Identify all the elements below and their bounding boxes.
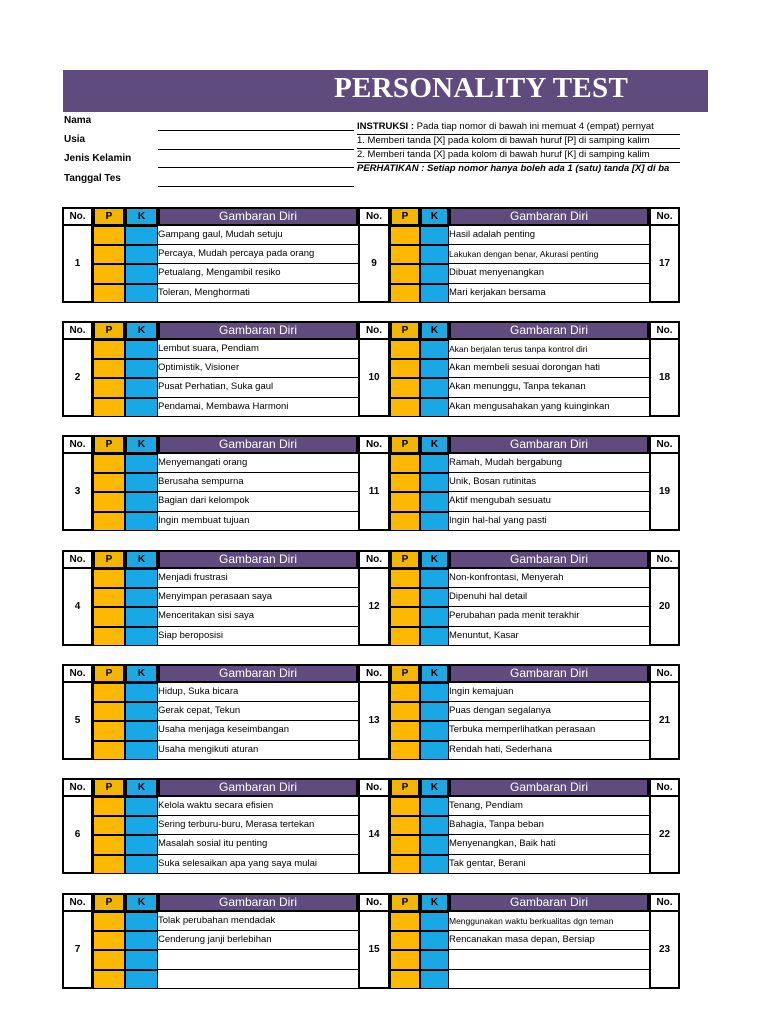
checkbox-p[interactable] xyxy=(390,359,420,378)
item-number: 10 xyxy=(358,340,390,417)
statement-text: Berusaha sempurna xyxy=(158,473,358,492)
statement-text: Hasil adalah penting xyxy=(449,226,649,245)
checkbox-k[interactable] xyxy=(125,607,158,626)
checkbox-p[interactable] xyxy=(390,378,420,397)
checkbox-p[interactable] xyxy=(390,454,420,473)
checkbox-p[interactable] xyxy=(93,950,125,969)
checkbox-p[interactable] xyxy=(390,245,420,264)
header-p: P xyxy=(93,778,125,797)
statement-text: Lakukan dengan benar, Akurasi penting xyxy=(449,245,649,264)
checkbox-k[interactable] xyxy=(125,835,158,854)
header-p: P xyxy=(93,435,125,454)
statement-text: Menceritakan sisi saya xyxy=(158,607,358,626)
checkbox-p[interactable] xyxy=(93,245,125,264)
statement-text: Rendah hati, Sederhana xyxy=(449,741,649,760)
statement-text: Aktif mengubah sesuatu xyxy=(449,492,649,511)
header-no: No. xyxy=(62,321,93,340)
checkbox-p[interactable] xyxy=(390,492,420,511)
header-no: No. xyxy=(358,664,390,683)
checkbox-k[interactable] xyxy=(125,378,158,397)
checkbox-k[interactable] xyxy=(125,797,158,816)
item-number: 22 xyxy=(649,797,680,874)
statement-text: Dibuat menyenangkan xyxy=(449,264,649,283)
checkbox-p[interactable] xyxy=(93,284,125,303)
checkbox-k[interactable] xyxy=(125,816,158,835)
header-no: No. xyxy=(358,550,390,569)
checkbox-p[interactable] xyxy=(390,512,420,531)
checkbox-k[interactable] xyxy=(125,359,158,378)
checkbox-k[interactable] xyxy=(420,702,449,721)
checkbox-p[interactable] xyxy=(390,855,420,874)
header-k: K xyxy=(125,207,158,226)
field-line-tanggal-tes[interactable] xyxy=(158,186,354,187)
checkbox-k[interactable] xyxy=(125,473,158,492)
header-k: K xyxy=(125,893,158,912)
statement-text: Ramah, Mudah bergabung xyxy=(449,454,649,473)
statement-text: Hidup, Suka bicara xyxy=(158,683,358,702)
checkbox-k[interactable] xyxy=(420,797,449,816)
header-p: P xyxy=(390,664,420,683)
checkbox-k[interactable] xyxy=(125,683,158,702)
checkbox-k[interactable] xyxy=(420,398,449,417)
statement-text xyxy=(449,950,649,969)
checkbox-k[interactable] xyxy=(420,816,449,835)
checkbox-p[interactable] xyxy=(93,359,125,378)
statement-text: Petualang, Mengambil resiko xyxy=(158,264,358,283)
statement-text: Terbuka memperlihatkan perasaan xyxy=(449,721,649,740)
header-gambaran-diri: Gambaran Diri xyxy=(449,321,649,340)
statement-text: Menyimpan perasaan saya xyxy=(158,588,358,607)
statement-text: Menyemangati orang xyxy=(158,454,358,473)
question-block xyxy=(62,550,680,647)
checkbox-p[interactable] xyxy=(93,398,125,417)
statement-text: Unik, Bosan rutinitas xyxy=(449,473,649,492)
header-no: No. xyxy=(649,207,680,226)
checkbox-k[interactable] xyxy=(125,245,158,264)
header-p: P xyxy=(390,550,420,569)
statement-text: Tak gentar, Berani xyxy=(449,855,649,874)
header-gambaran-diri: Gambaran Diri xyxy=(449,778,649,797)
checkbox-p[interactable] xyxy=(390,627,420,646)
checkbox-k[interactable] xyxy=(125,398,158,417)
header-no: No. xyxy=(358,893,390,912)
statement-text: Kelola waktu secara efisien xyxy=(158,797,358,816)
header-k: K xyxy=(420,778,449,797)
item-number: 1 xyxy=(62,226,93,303)
header-gambaran-diri: Gambaran Diri xyxy=(449,207,649,226)
statement-text: Rencanakan masa depan, Bersiap xyxy=(449,931,649,950)
statement-text: Ingin membuat tujuan xyxy=(158,512,358,531)
statement-text: Menggunakan waktu berkualitas dgn teman xyxy=(449,912,649,931)
header-no: No. xyxy=(358,778,390,797)
header-p: P xyxy=(390,778,420,797)
statement-text: Usaha menjaga keseimbangan xyxy=(158,721,358,740)
checkbox-k[interactable] xyxy=(125,512,158,531)
statement-text: Tenang, Pendiam xyxy=(449,797,649,816)
header-p: P xyxy=(93,321,125,340)
field-label-tanggal-tes: Tanggal Tes xyxy=(64,173,121,184)
header-gambaran-diri: Gambaran Diri xyxy=(449,435,649,454)
statement-text: Percaya, Mudah percaya pada orang xyxy=(158,245,358,264)
item-number: 7 xyxy=(62,912,93,989)
header-no: No. xyxy=(62,550,93,569)
checkbox-p[interactable] xyxy=(390,702,420,721)
checkbox-p[interactable] xyxy=(93,473,125,492)
statement-text: Mari kerjakan bersama xyxy=(449,284,649,303)
header-no: No. xyxy=(649,778,680,797)
statement-text: Sering terburu-buru, Merasa tertekan xyxy=(158,816,358,835)
instruction-line-0: INSTRUKSI : Pada tiap nomor di bawah ini memuat 4 (empat) pernyat xyxy=(357,120,680,135)
checkbox-k[interactable] xyxy=(125,702,158,721)
checkbox-p[interactable] xyxy=(390,950,420,969)
header-gambaran-diri: Gambaran Diri xyxy=(158,778,358,797)
question-block xyxy=(62,435,680,532)
statement-text: Cenderung janji berlebihan xyxy=(158,931,358,950)
header-no: No. xyxy=(62,664,93,683)
checkbox-k[interactable] xyxy=(125,284,158,303)
statement-text: Gampang gaul, Mudah setuju xyxy=(158,226,358,245)
question-block xyxy=(62,664,680,761)
checkbox-p[interactable] xyxy=(93,721,125,740)
item-number: 2 xyxy=(62,340,93,417)
field-line-nama[interactable] xyxy=(158,130,354,131)
header-no: No. xyxy=(649,893,680,912)
statement-text: Puas dengan segalanya xyxy=(449,702,649,721)
statement-text: Masalah sosial itu penting xyxy=(158,835,358,854)
statement-text: Menuntut, Kasar xyxy=(449,627,649,646)
field-label-usia: Usia xyxy=(64,134,86,145)
checkbox-p[interactable] xyxy=(93,797,125,816)
question-block xyxy=(62,207,680,304)
item-number: 13 xyxy=(358,683,390,760)
question-block xyxy=(62,778,680,875)
checkbox-k[interactable] xyxy=(420,912,449,931)
checkbox-k[interactable] xyxy=(420,569,449,588)
checkbox-k[interactable] xyxy=(125,855,158,874)
page-title: PERSONALITY TEST xyxy=(334,72,629,104)
item-number: 3 xyxy=(62,454,93,531)
field-label-jenis-kelamin: Jenis Kelamin xyxy=(64,153,132,164)
header-k: K xyxy=(125,435,158,454)
question-block xyxy=(62,321,680,418)
checkbox-p[interactable] xyxy=(93,588,125,607)
checkbox-p[interactable] xyxy=(93,512,125,531)
field-line-usia[interactable] xyxy=(158,149,354,150)
field-label-nama: Nama xyxy=(64,115,92,126)
checkbox-p[interactable] xyxy=(390,588,420,607)
checkbox-p[interactable] xyxy=(93,931,125,950)
item-number: 23 xyxy=(649,912,680,989)
item-number: 9 xyxy=(358,226,390,303)
statement-text xyxy=(158,970,358,989)
checkbox-p[interactable] xyxy=(93,912,125,931)
statement-text: Akan menunggu, Tanpa tekanan xyxy=(449,378,649,397)
header-gambaran-diri: Gambaran Diri xyxy=(158,550,358,569)
checkbox-p[interactable] xyxy=(390,683,420,702)
header-k: K xyxy=(420,664,449,683)
checkbox-p[interactable] xyxy=(390,797,420,816)
statement-text: Menyenangkan, Baik hati xyxy=(449,835,649,854)
item-number: 5 xyxy=(62,683,93,760)
checkbox-p[interactable] xyxy=(390,264,420,283)
header-p: P xyxy=(390,207,420,226)
statement-text: Optimistik, Visioner xyxy=(158,359,358,378)
statement-text: Ingin hal-hal yang pasti xyxy=(449,512,649,531)
item-number: 21 xyxy=(649,683,680,760)
field-line-jenis-kelamin[interactable] xyxy=(158,167,354,168)
statement-text: Akan berjalan terus tanpa kontrol diri xyxy=(449,340,649,359)
statement-text: Toleran, Menghormati xyxy=(158,284,358,303)
checkbox-k[interactable] xyxy=(420,683,449,702)
header-p: P xyxy=(93,550,125,569)
checkbox-p[interactable] xyxy=(93,835,125,854)
item-number: 15 xyxy=(358,912,390,989)
header-k: K xyxy=(125,778,158,797)
statement-text: Suka selesaikan apa yang saya mulai xyxy=(158,855,358,874)
checkbox-p[interactable] xyxy=(390,816,420,835)
instruction-line-1: 1. Memberi tanda [X] pada kolom di bawah huruf [P] di samping kalim xyxy=(357,134,680,149)
checkbox-k[interactable] xyxy=(125,970,158,989)
checkbox-p[interactable] xyxy=(390,835,420,854)
instructions xyxy=(357,120,680,178)
header-p: P xyxy=(93,893,125,912)
header-p: P xyxy=(390,435,420,454)
statement-text: Usaha mengikuti aturan xyxy=(158,741,358,760)
checkbox-k[interactable] xyxy=(420,835,449,854)
checkbox-p[interactable] xyxy=(93,683,125,702)
header-no: No. xyxy=(649,321,680,340)
checkbox-p[interactable] xyxy=(93,970,125,989)
header-p: P xyxy=(390,321,420,340)
header-no: No. xyxy=(62,207,93,226)
header-k: K xyxy=(125,664,158,683)
checkbox-k[interactable] xyxy=(125,950,158,969)
checkbox-k[interactable] xyxy=(125,912,158,931)
statement-text: Siap beroposisi xyxy=(158,627,358,646)
header-gambaran-diri: Gambaran Diri xyxy=(158,321,358,340)
checkbox-k[interactable] xyxy=(420,264,449,283)
checkbox-k[interactable] xyxy=(420,492,449,511)
header-k: K xyxy=(420,893,449,912)
header-gambaran-diri: Gambaran Diri xyxy=(449,550,649,569)
header-k: K xyxy=(420,550,449,569)
checkbox-p[interactable] xyxy=(390,226,420,245)
checkbox-k[interactable] xyxy=(125,264,158,283)
statement-text: Perubahan pada menit terakhir xyxy=(449,607,649,626)
header-k: K xyxy=(125,550,158,569)
checkbox-k[interactable] xyxy=(420,226,449,245)
header-k: K xyxy=(125,321,158,340)
statement-text: Bagian dari kelompok xyxy=(158,492,358,511)
checkbox-k[interactable] xyxy=(420,741,449,760)
checkbox-p[interactable] xyxy=(390,741,420,760)
header-gambaran-diri: Gambaran Diri xyxy=(449,664,649,683)
checkbox-k[interactable] xyxy=(125,721,158,740)
header-no: No. xyxy=(62,435,93,454)
header-p: P xyxy=(390,893,420,912)
checkbox-k[interactable] xyxy=(125,588,158,607)
checkbox-p[interactable] xyxy=(390,912,420,931)
header-gambaran-diri: Gambaran Diri xyxy=(158,435,358,454)
header-no: No. xyxy=(649,435,680,454)
item-number: 17 xyxy=(649,226,680,303)
statement-text: Gerak cepat, Tekun xyxy=(158,702,358,721)
checkbox-k[interactable] xyxy=(420,378,449,397)
checkbox-k[interactable] xyxy=(420,454,449,473)
checkbox-p[interactable] xyxy=(390,398,420,417)
checkbox-k[interactable] xyxy=(125,627,158,646)
question-block xyxy=(62,893,680,990)
statement-text xyxy=(158,950,358,969)
checkbox-p[interactable] xyxy=(93,454,125,473)
checkbox-p[interactable] xyxy=(390,284,420,303)
statement-text: Pusat Perhatian, Suka gaul xyxy=(158,378,358,397)
header-no: No. xyxy=(358,207,390,226)
statement-text: Lembut suara, Pendiam xyxy=(158,340,358,359)
statement-text: Bahagia, Tanpa beban xyxy=(449,816,649,835)
checkbox-k[interactable] xyxy=(420,931,449,950)
statement-text: Ingin kemajuan xyxy=(449,683,649,702)
header-gambaran-diri: Gambaran Diri xyxy=(158,207,358,226)
checkbox-p[interactable] xyxy=(93,492,125,511)
item-number: 4 xyxy=(62,569,93,646)
statement-text: Menjadi frustrasi xyxy=(158,569,358,588)
checkbox-p[interactable] xyxy=(390,473,420,492)
checkbox-k[interactable] xyxy=(420,855,449,874)
checkbox-p[interactable] xyxy=(93,627,125,646)
checkbox-p[interactable] xyxy=(390,607,420,626)
header-gambaran-diri: Gambaran Diri xyxy=(449,893,649,912)
checkbox-k[interactable] xyxy=(420,340,449,359)
checkbox-p[interactable] xyxy=(93,607,125,626)
checkbox-p[interactable] xyxy=(390,569,420,588)
checkbox-k[interactable] xyxy=(420,970,449,989)
item-number: 19 xyxy=(649,454,680,531)
statement-text xyxy=(449,970,649,989)
checkbox-k[interactable] xyxy=(420,245,449,264)
header-no: No. xyxy=(358,435,390,454)
checkbox-k[interactable] xyxy=(125,454,158,473)
checkbox-k[interactable] xyxy=(125,569,158,588)
checkbox-p[interactable] xyxy=(93,340,125,359)
checkbox-k[interactable] xyxy=(420,284,449,303)
statement-text: Dipenuhi hal detail xyxy=(449,588,649,607)
item-number: 18 xyxy=(649,340,680,417)
header-p: P xyxy=(93,664,125,683)
header-k: K xyxy=(420,207,449,226)
checkbox-k[interactable] xyxy=(125,741,158,760)
statement-text: Akan mengusahakan yang kuinginkan xyxy=(449,398,649,417)
header-gambaran-diri: Gambaran Diri xyxy=(158,664,358,683)
checkbox-k[interactable] xyxy=(125,226,158,245)
header-gambaran-diri: Gambaran Diri xyxy=(158,893,358,912)
statement-text: Non-konfrontasi, Menyerah xyxy=(449,569,649,588)
header-no: No. xyxy=(649,664,680,683)
checkbox-k[interactable] xyxy=(420,588,449,607)
checkbox-p[interactable] xyxy=(390,340,420,359)
checkbox-p[interactable] xyxy=(93,378,125,397)
checkbox-k[interactable] xyxy=(420,359,449,378)
checkbox-p[interactable] xyxy=(93,816,125,835)
header-no: No. xyxy=(62,893,93,912)
checkbox-p[interactable] xyxy=(390,721,420,740)
item-number: 20 xyxy=(649,569,680,646)
header-k: K xyxy=(420,321,449,340)
statement-text: Tolak perubahan mendadak xyxy=(158,912,358,931)
checkbox-k[interactable] xyxy=(420,950,449,969)
checkbox-k[interactable] xyxy=(420,721,449,740)
item-number: 11 xyxy=(358,454,390,531)
header-no: No. xyxy=(62,778,93,797)
statement-text: Pendamai, Membawa Harmoni xyxy=(158,398,358,417)
checkbox-k[interactable] xyxy=(420,512,449,531)
checkbox-p[interactable] xyxy=(93,569,125,588)
header-no: No. xyxy=(358,321,390,340)
instruction-line-2: 2. Memberi tanda [X] pada kolom di bawah huruf [K] di samping kalim xyxy=(357,148,680,163)
header-no: No. xyxy=(649,550,680,569)
instruction-line-3: PERHATIKAN : Setiap nomor hanya boleh ada 1 (satu) tanda [X] di ba xyxy=(357,163,670,174)
checkbox-p[interactable] xyxy=(93,741,125,760)
checkbox-k[interactable] xyxy=(420,627,449,646)
checkbox-k[interactable] xyxy=(125,492,158,511)
checkbox-k[interactable] xyxy=(420,607,449,626)
checkbox-p[interactable] xyxy=(93,702,125,721)
checkbox-k[interactable] xyxy=(420,473,449,492)
checkbox-p[interactable] xyxy=(390,931,420,950)
header-k: K xyxy=(420,435,449,454)
item-number: 14 xyxy=(358,797,390,874)
checkbox-k[interactable] xyxy=(125,931,158,950)
checkbox-p[interactable] xyxy=(93,264,125,283)
header-p: P xyxy=(93,207,125,226)
item-number: 6 xyxy=(62,797,93,874)
checkbox-k[interactable] xyxy=(125,340,158,359)
item-number: 12 xyxy=(358,569,390,646)
statement-text: Akan membeli sesuai dorongan hati xyxy=(449,359,649,378)
checkbox-p[interactable] xyxy=(93,855,125,874)
checkbox-p[interactable] xyxy=(93,226,125,245)
checkbox-p[interactable] xyxy=(390,970,420,989)
